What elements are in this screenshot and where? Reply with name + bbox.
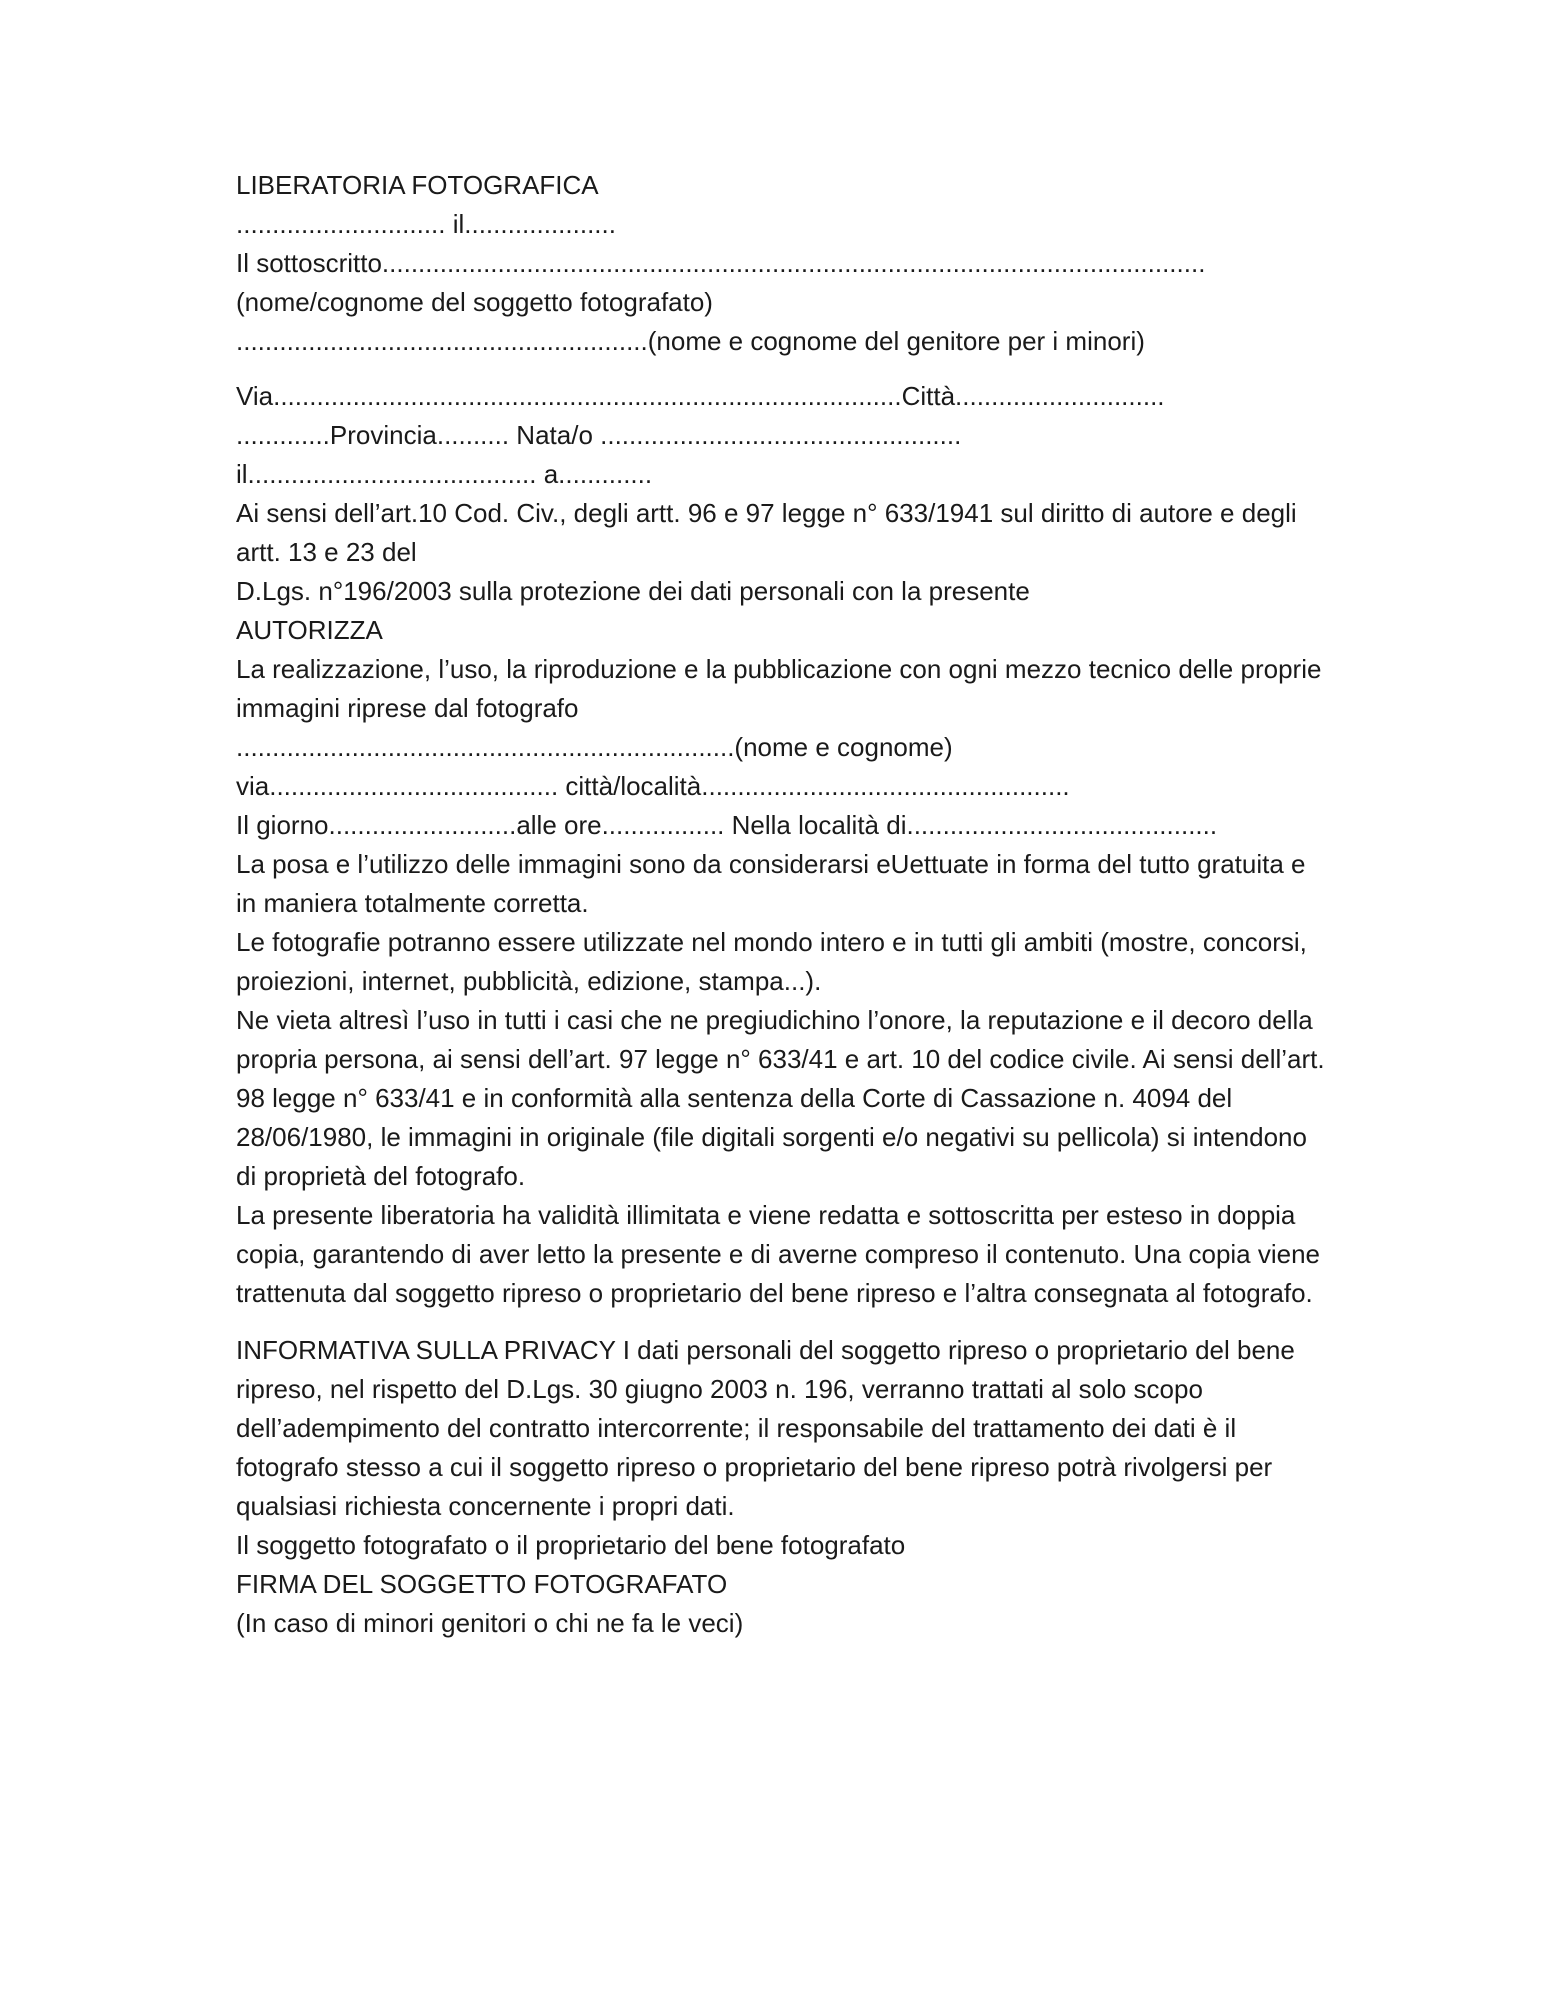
- minor-guardian-note: (In caso di minori genitori o chi ne fa le veci): [236, 1608, 744, 1638]
- privacy-paragraph: INFORMATIVA SULLA PRIVACY I dati personali del soggetto ripreso o proprietario del bene ripreso, nel rispetto del D.Lgs. 30 giugno 2003 n. 196, verranno trattati al solo scopo dell’adempimento del contratto intercorrente; il responsabile del trattamento dei dati è il fotografo stesso a cui il soggetto ripreso o proprietario del bene ripreso potrà rivolgersi per qualsiasi richiesta concernente i propri dati.: [236, 1335, 1295, 1521]
- validity-paragraph: La presente liberatoria ha validità illimitata e viene redatta e sottoscritta per esteso in doppia copia, garantendo di aver letto la presente e di averne compreso il contenuto. Una copia viene trattenuta dal soggetto ripreso o proprietario del bene ripreso e l’altra consegnata al fotografo.: [236, 1200, 1321, 1308]
- usage-scope-paragraph: Le fotografie potranno essere utilizzate nel mondo intero e in tutti gli ambiti (mostre, concorsi, proiezioni, internet, pubblicità, edizione, stampa...).: [236, 927, 1307, 996]
- document-body: [236, 166, 1336, 1643]
- signature-label: FIRMA DEL SOGGETTO FOTOGRAFATO: [236, 1569, 728, 1599]
- free-use-paragraph: La posa e l’utilizzo delle immagini sono da considerarsi eUettuate in forma del tutto gratuita e in maniera totalmente corretta.: [236, 849, 1306, 918]
- session-details-field: Il giorno..........................alle ore................. Nella località di...........................................: [236, 810, 1218, 840]
- parent-name-field: .........................................................(nome e cognome del genitore per i minori): [236, 326, 1145, 356]
- authorize-heading: AUTORIZZA: [236, 615, 383, 645]
- document-title: LIBERATORIA FOTOGRAFICA: [236, 170, 599, 200]
- legal-basis-continued: D.Lgs. n°196/2003 sulla protezione dei dati personali con la presente: [236, 576, 1030, 606]
- undersigned-field: Il sottoscritto..................................................................................................................: [236, 248, 1206, 278]
- place-date-field: ............................. il.....................: [236, 209, 616, 239]
- birth-date-field: il........................................ a.............: [236, 459, 653, 489]
- authorization-paragraph: La realizzazione, l’uso, la riproduzione e la pubblicazione con ogni mezzo tecnico delle proprie immagini riprese dal fotografo: [236, 654, 1322, 723]
- legal-basis-paragraph: Ai sensi dell’art.10 Cod. Civ., degli artt. 96 e 97 legge n° 633/1941 sul diritto di autore e degli artt. 13 e 23 del: [236, 498, 1297, 567]
- province-birthplace-field: .............Provincia.......... Nata/o ..................................................: [236, 420, 962, 450]
- prohibition-paragraph: Ne vieta altresì l’uso in tutti i casi che ne pregiudichino l’onore, la reputazione e il decoro della propria persona, ai sensi dell’art. 97 legge n° 633/41 e art. 10 del codice civile. Ai sensi dell’art. 98 legge n° 633/41 e in conformità alla sentenza della Corte di Cassazione n. 4094 del 28/06/1980, le immagini in originale (file digitali sorgenti e/o negativi su pellicola) si intendono di proprietà del fotografo.: [236, 1005, 1325, 1191]
- subject-owner-line: Il soggetto fotografato o il proprietario del bene fotografato: [236, 1530, 906, 1560]
- address-field: Via.......................................................................................Città.............................: [236, 381, 1165, 411]
- photographer-address-field: via........................................ città/località...................................................: [236, 771, 1070, 801]
- photographer-name-field: .....................................................................(nome e cognome): [236, 732, 953, 762]
- subject-name-hint: (nome/cognome del soggetto fotografato): [236, 287, 713, 317]
